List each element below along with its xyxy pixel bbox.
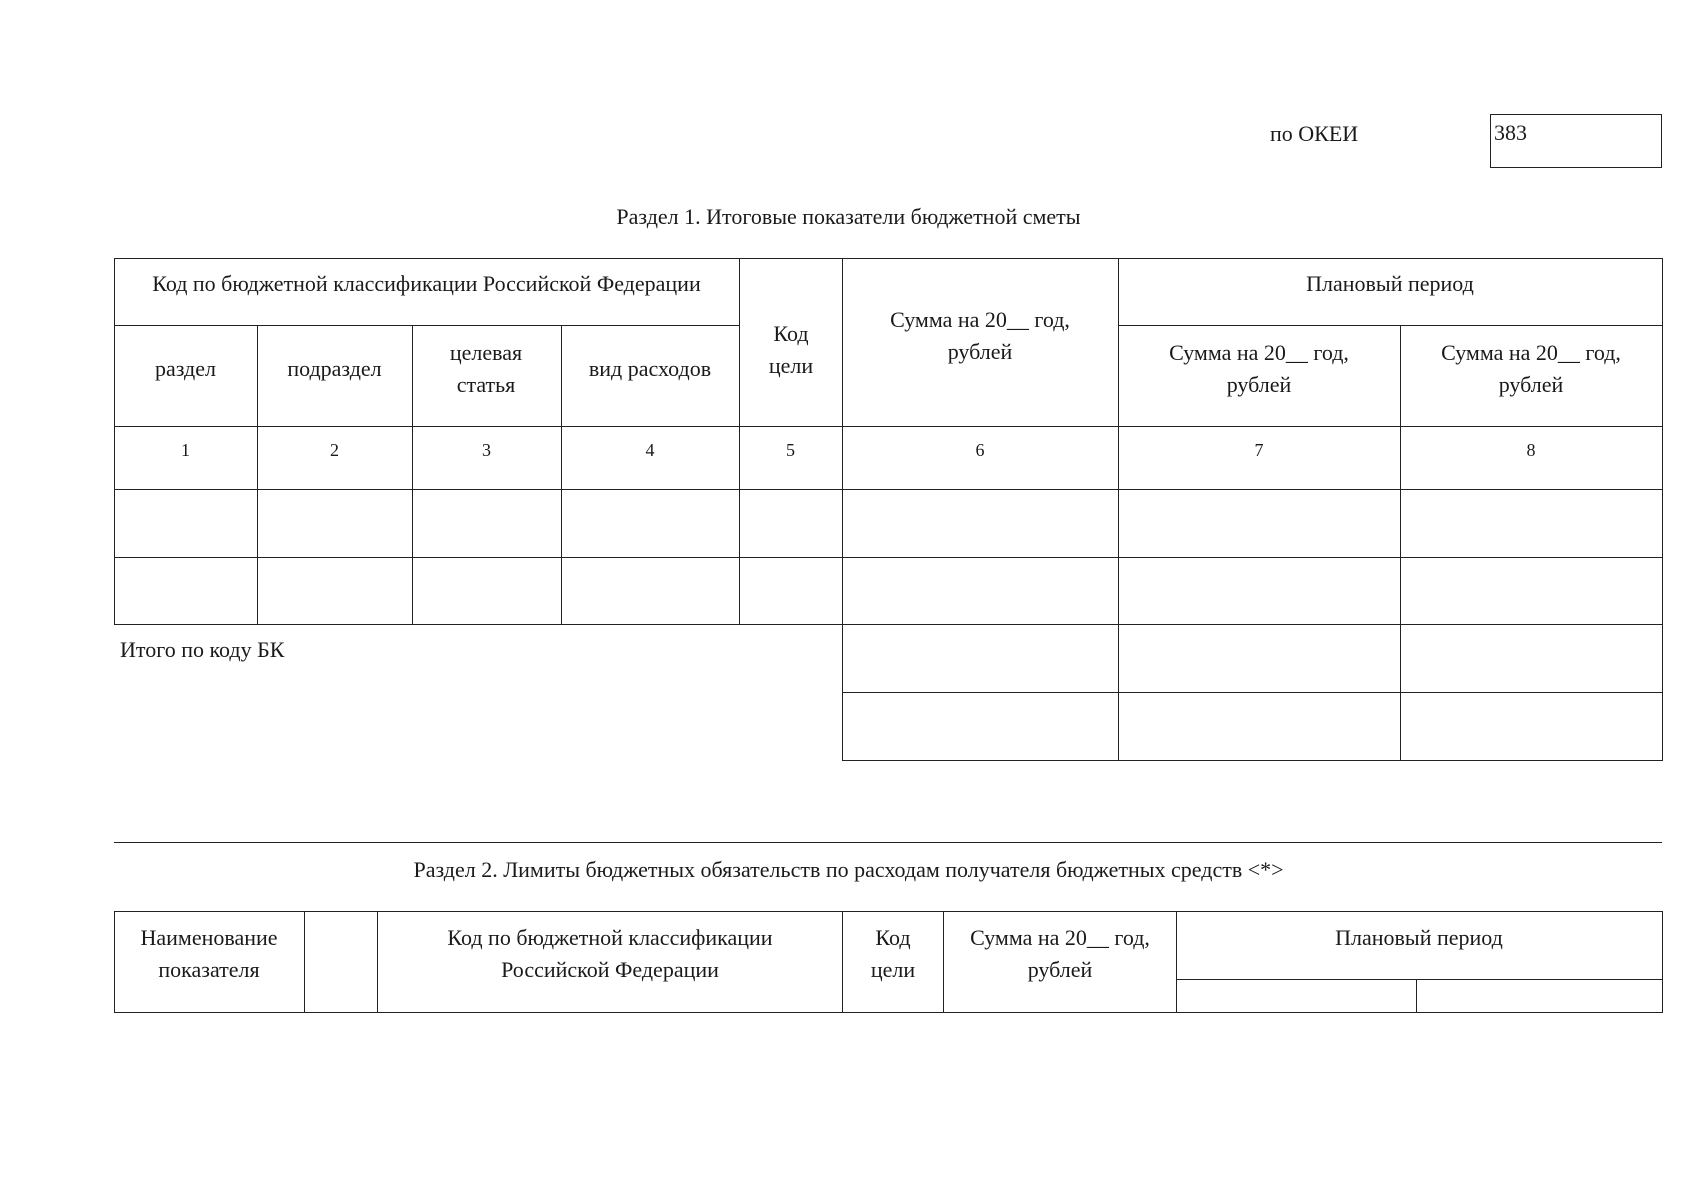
col-celevaya-statya: целевая статья xyxy=(449,340,523,397)
col-bk-classification: Код по бюджетной классификации Российской Федерации xyxy=(447,925,773,982)
col-summa-current: Сумма на 20__ год, рублей xyxy=(890,307,1070,364)
col-razdel: раздел xyxy=(155,356,216,381)
header-bk-classification: Код по бюджетной классификации Российской Федерации xyxy=(152,271,701,296)
col-number-6: 6 xyxy=(975,440,985,460)
col-number-4: 4 xyxy=(645,440,655,460)
col-number-7: 7 xyxy=(1254,440,1264,460)
col-number-1: 1 xyxy=(181,440,190,460)
section-separator xyxy=(114,842,1662,843)
col-number-3: 3 xyxy=(482,440,491,460)
section2-title: Раздел 2. Лимиты бюджетных обязательств по расходам получателя бюджетных средств <*> xyxy=(413,857,1284,882)
col-kod-celi: Код цели xyxy=(768,321,814,378)
col-podrazdel: подраздел xyxy=(287,356,382,381)
col-naimenovanie: Наименование показателя xyxy=(140,925,278,982)
header-planovy-period: Плановый период xyxy=(1306,271,1474,296)
col-summa-plan-1: Сумма на 20__ год, рублей xyxy=(1169,340,1349,397)
col-summa-2: Сумма на 20__ год, рублей xyxy=(970,925,1150,982)
col-kod-celi-2: Код цели xyxy=(870,925,916,982)
okei-code-value: 383 xyxy=(1494,120,1527,145)
col-number-2: 2 xyxy=(330,440,339,460)
col-vid-rashodov: вид расходов xyxy=(588,356,712,381)
okei-label: по ОКЕИ xyxy=(1270,121,1359,146)
total-by-bk-label: Итого по коду БК xyxy=(120,637,285,662)
col-number-8: 8 xyxy=(1526,440,1536,460)
col-number-5: 5 xyxy=(786,440,795,460)
okei-code-field[interactable] xyxy=(1490,114,1662,168)
header-planovy-period-2: Плановый период xyxy=(1335,925,1503,950)
col-summa-plan-2: Сумма на 20__ год, рублей xyxy=(1441,340,1621,397)
section1-title: Раздел 1. Итоговые показатели бюджетной сметы xyxy=(616,204,1081,229)
